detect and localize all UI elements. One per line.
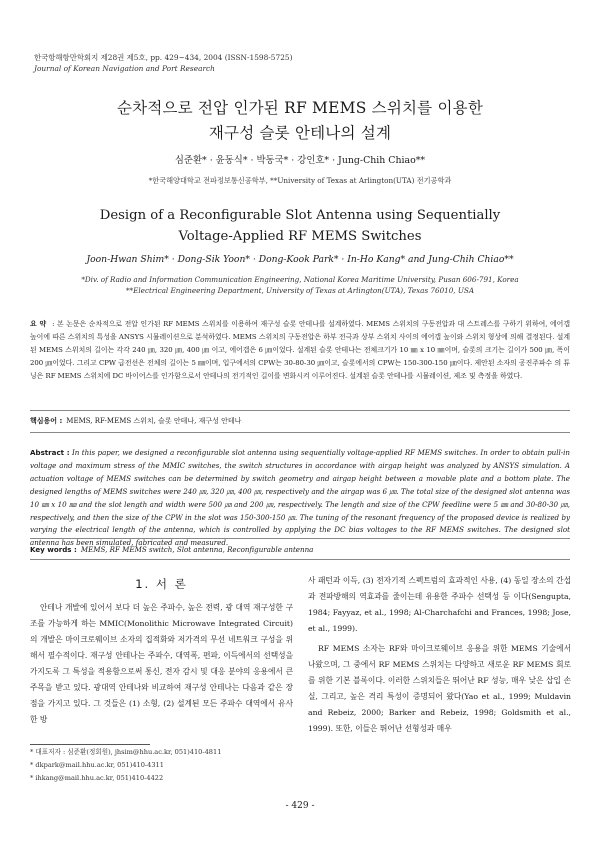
english-keywords-label: Key words : [30, 545, 77, 554]
korean-abstract-text: : 본 논문은 순차적으로 전압 인가된 RF MEMS 스위치를 이용하여 재구성 슬롯 안테나를 설계하였다. MEMS 스위치의 구동전압과 대 스트레스를 구하기 위하여, 에어갭 높이에 따른 스위치의 특성을 ANSYS 시뮬레이션으로 분석하였다. MEMS 스위치의 구동전압은 하부 전극과 상부 스위치 사이의 에어갭 높이와 스위치 형상에 의해 결정된다. 설계된 MEMS 스위치의 길이는 각각 240 ㎛, 320 ㎛, 400 ㎛ 이고, 에어갭은 6 ㎛이었다. 설계된 슬롯 안테나는 전체크기가 10 ㎜ x 10 ㎜이며, 슬롯의 크기는 길이가 500 ㎛, 폭이 200 ㎛이었다. 그리고 CPW 급전선은 전체의 길이는 5 ㎜이며, 입구에서의 CPW는 30-80-30 ㎛이고, 슬롯에서의 CPW는 150-300-150 ㎛이다. 제안된 소자의 공진주파수 의 튜닝은 RF MEMS 스위치에 DC 바이어스를 인가함으로서 안테나의 전기적인 길이를 변화시켜 이루어진다. 설계된 슬롯 안테나를 시뮬레이션, 제조 및 측정을 하였다. [30, 320, 570, 380]
english-authors: Joon-Hwan Shim* · Dong-Sik Yoon* · Dong-Kook Park* · In-Ho Kang* and Jung-Chih Chiao** [86, 254, 514, 265]
divider [30, 559, 570, 560]
divider [30, 538, 570, 539]
footnote-email-2: * dkpark@mail.hhu.ac.kr, 051)410-4311 [30, 761, 164, 769]
english-title [0, 205, 600, 247]
english-keywords-text: MEMS, RF MEMS switch, Slot antenna, Reconfigurable antenna [80, 545, 314, 554]
footnote-corresponding-author: * 대표저자 : 심준환(정회원), jhsim@hhu.ac.kr, 051)410-4811 [30, 748, 222, 756]
korean-keywords-text: MEMS, RF-MEMS 스위치, 슬롯 안테나, 재구성 안테나 [66, 417, 242, 425]
intro-paragraph-left: 안테나 개발에 있어서 보다 더 높은 주파수, 높은 전력, 광 대역 재구성한 구조를 가능하게 하는 MMIC(Monolithic Microwave Integrated Circuit)의 개발은 마이크로웨이브 소자의 집적화와 저가격의 무선 네트워크 구성을 위해서 필수적이다. 재구성 안테나는 주파수, 대역폭, 편파, 이득에서의 선택성을 가지도록 그 특성을 적용함으로써 통신, 전자 감시 및 대응 분야의 응용에서 큰 주목을 받고 있다. 광대역 안테나와 비교하여 재구성 안테나는 다음과 같은 장점을 가지고 있다. 그 것들은 (1) 소형, (2) 설계된 모든 주파수 대역에서 유사한 방 [30, 603, 293, 724]
footnotes [30, 746, 293, 785]
journal-line-ko: 한국항해항만학회지 제28권 제5호, pp. 429~434, 2004 (ISSN-1598-5725) [34, 53, 293, 62]
divider [30, 432, 570, 433]
page-number: - 429 - [285, 801, 315, 811]
english-title-line1: Design of a Reconfigurable Slot Antenna using Sequentially [99, 208, 501, 223]
korean-authors: 심준환* · 윤동식* · 박동국* · 강인호* · Jung-Chih Chiao** [174, 155, 426, 166]
english-abstract [30, 447, 570, 550]
right-column [308, 573, 571, 737]
left-column [30, 572, 293, 728]
english-affiliations [0, 274, 600, 296]
korean-abstract [30, 318, 570, 383]
english-keywords [30, 545, 570, 554]
korean-title [0, 96, 600, 146]
english-affiliation-2: **Electrical Engineering Department, University of Texas at Arlington(UTA), Texas 76010, USA [125, 286, 475, 295]
korean-keywords [30, 416, 570, 426]
footnote-email-3: * ihkang@mail.hhu.ac.kr, 051)410-4422 [30, 774, 164, 782]
divider [30, 410, 570, 411]
english-title-line2: Voltage-Applied RF MEMS Switches [178, 229, 422, 244]
korean-title-line2: 재구성 슬롯 안테나의 설계 [208, 124, 392, 142]
korean-keywords-label: 핵심용어 : [30, 417, 63, 425]
korean-title-line1: 순차적으로 전압 인가된 RF MEMS 스위치를 이용한 [116, 99, 483, 117]
english-abstract-text: In this paper, we designed a reconfigurable slot antenna using sequentially voltage-applied RF MEMS switches. In order to obtain pull-in voltage and maximum stress of the MMIC switches, the switch structures in accordance with airgap height was analyzed by ANSYS simulation. A actuation voltage of MEMS switches can be determined by switch geometry and airgap height between a movable plate and a bottom plate. The designed lengths of MEMS switches were 240 ㎛, 320 ㎛, 400 ㎛, respectively and the airgap was 6 ㎛. The total size of the designed slot antenna was 10 ㎜ x 10 ㎜ and the slot length and width were 500 ㎛ and 200 ㎛, respectively. The length and size of the CPW feedline were 5 ㎜ and 30-80-30 ㎛, respectively, and then the size of the CPW in the slot was 150-300-150 ㎛. The tuning of the resonant frequency of the proposed device is realized by varying the electrical length of the antenna, which is controlled by applying the DC bias voltages to the RF MEMS switches. The designed slot antenna has been simulated, fabricated and measured. [30, 448, 570, 548]
english-abstract-label: Abstract : [30, 448, 70, 457]
section-title: 1. 서 론 [135, 577, 188, 591]
journal-header [34, 52, 293, 74]
english-affiliation-1: *Div. of Radio and Information Communication Engineering, National Korea Maritime University, Pusan 606-791, Korea [81, 275, 519, 284]
intro-paragraph-right-1: 사 패턴과 이득, (3) 전자기적 스펙트럼의 효과적인 사용, (4) 동일 장소의 간섭과 전파방해의 역효과를 줄이는데 유용한 주파수 선택성 등 이다(Sengupta, 1984; Fayyaz, et al., 1998; Al-Charchafchi and Frances, 1998; Jose, et al., 1999). [308, 576, 571, 633]
korean-abstract-label: 요 약 [30, 320, 47, 328]
journal-line-en: Journal of Korean Navigation and Port Research [34, 64, 215, 73]
footnote-divider [30, 744, 150, 745]
korean-affiliations: *한국해양대학교 전파정보통신공학부, **University of Texas at Arlington(UTA) 전기공학과 [148, 176, 452, 185]
intro-paragraph-right-2: RF MEMS 소자는 RF와 마이크로웨이브 응용을 위한 MEMS 기술에서 나왔으며, 그 중에서 RF MEMS 스위치는 다양하고 새로운 RF MEMS 회로를 위한 기본 블록이다. 이러한 스위치들은 뛰어난 RF 성능, 매우 낮은 삽입 손실, 그리고, 높은 격리 특성이 증명되어 왔다(Yao et al., 1999; Muldavin and Rebeiz, 2000; Barker and Rebeiz, 1998; Goldsmith et al., 1999). 또한, 이들은 뛰어난 선형성과 매우 [308, 644, 571, 733]
